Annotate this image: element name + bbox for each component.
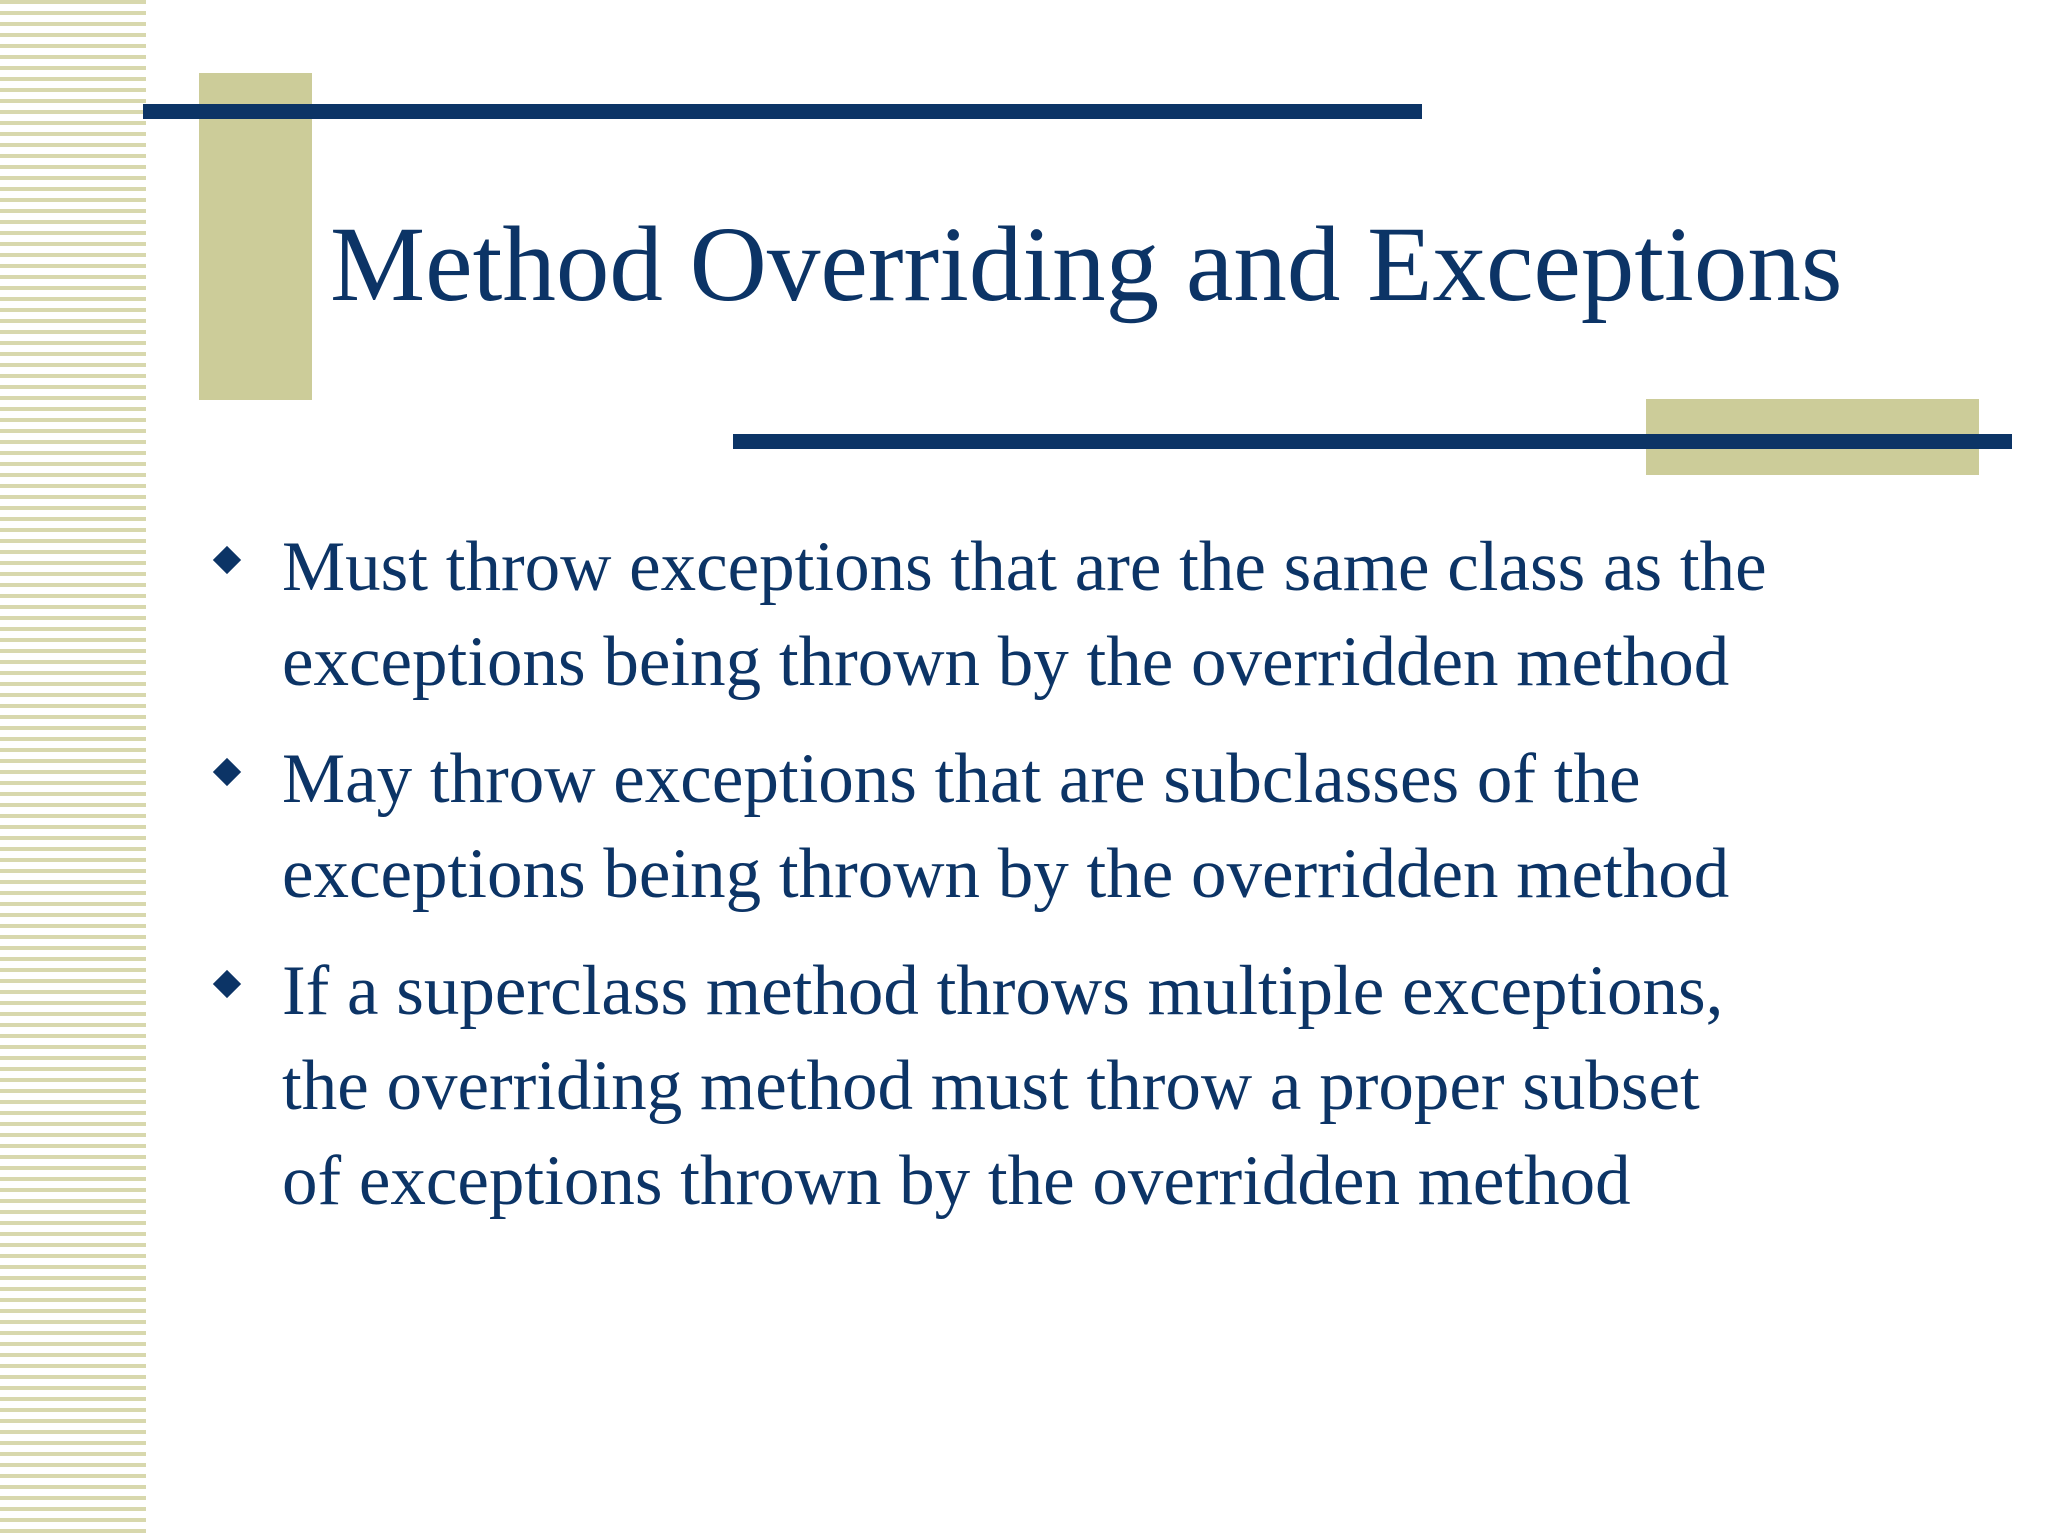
title-rule-top <box>143 104 1422 119</box>
title-rule-bottom <box>733 434 2012 449</box>
bullet-line: If a superclass method throws multiple exceptions, <box>282 952 1724 1030</box>
bullet-line: exceptions being thrown by the overridden method <box>282 835 1730 913</box>
bullet-line: Must throw exceptions that are the same class as the <box>282 528 1767 606</box>
bullet-item <box>200 944 2000 1229</box>
bullet-line: of exceptions thrown by the overridden method <box>282 1142 1631 1220</box>
bullet-line: May throw exceptions that are subclasses of the <box>282 740 1641 818</box>
bullet-line: the overriding method must throw a proper subset <box>282 1047 1700 1125</box>
title-accent-block-top <box>199 73 312 400</box>
striped-side-border <box>0 0 146 1536</box>
diamond-bullet-icon <box>213 546 241 574</box>
bullet-list <box>200 520 2000 1251</box>
bullet-line: exceptions being thrown by the overridden method <box>282 623 1730 701</box>
slide-title: Method Overriding and Exceptions <box>330 206 1843 324</box>
diamond-bullet-icon <box>213 970 241 998</box>
diamond-bullet-icon <box>213 758 241 786</box>
bullet-item <box>200 732 2000 922</box>
bullet-item <box>200 520 2000 710</box>
